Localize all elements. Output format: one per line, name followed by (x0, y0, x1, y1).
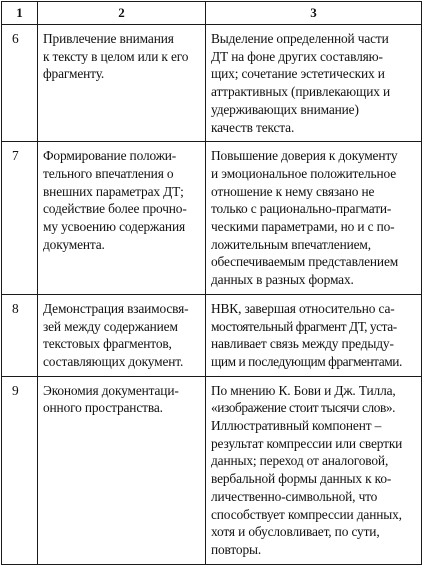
column-header-description: 3 (206, 2, 422, 25)
row-number: 9 (2, 376, 38, 564)
function-cell (38, 376, 206, 564)
column-header-function: 2 (38, 2, 206, 25)
text-line: щим и последующим фрагментами. (211, 353, 402, 369)
text-line: НВК, завершая относительно са- (211, 300, 395, 316)
table-row (2, 376, 422, 564)
row-number: 6 (2, 25, 38, 142)
table-header-row (2, 2, 422, 25)
text-line: Иллюстративный компонент – (211, 418, 382, 434)
text-line: Привлечение внимания (43, 31, 174, 46)
function-cell (38, 25, 206, 142)
function-cell (38, 142, 206, 295)
text-line: способствует компрессии данных, (211, 506, 402, 522)
text-line: му усвоению содержания (43, 219, 185, 235)
text-line: тельного впечатления о (43, 165, 174, 181)
text-line: щих; сочетание эстетических и (211, 66, 385, 82)
text-line: хотя и обусловливает, по сути, (211, 524, 380, 540)
text-line: Экономия документаци- (43, 382, 179, 398)
text-line: личественно-символьной, что (211, 488, 378, 504)
description-cell (206, 294, 422, 376)
text-line: зей между содержанием (43, 318, 178, 334)
text-line: ческими параметрами, но и с по- (211, 219, 395, 235)
row-number: 7 (2, 142, 38, 295)
document-table (1, 1, 422, 565)
text-line: Демонстрация взаимосвя- (43, 300, 189, 316)
text-line: аттрактивных (привлекающих и (211, 84, 390, 100)
text-line: ДТ на фоне других составляю- (211, 48, 383, 64)
function-cell (38, 294, 206, 376)
text-line: документа. (43, 236, 105, 252)
text-line: отношение к нему связано не (211, 183, 375, 199)
text-line: качеств текста. (211, 119, 295, 135)
text-line: данных в разных формах. (211, 272, 354, 288)
table-row (2, 294, 422, 376)
text-line: Формирование положи- (43, 148, 177, 164)
text-line: повторы. (211, 541, 262, 557)
text-line: По мнению К. Бови и Дж. Тилла, (211, 382, 396, 398)
text-line: навливает связь между предыду- (211, 336, 394, 352)
text-line: Выделение определенной части (211, 31, 389, 46)
description-cell (206, 25, 422, 142)
column-header-number: 1 (2, 2, 38, 25)
text-line: обеспечиваемым представлением (211, 254, 399, 270)
text-line: и эмоциональное положительное (211, 165, 397, 181)
table-row (2, 142, 422, 295)
text-line: вербальной формы данных к ко- (211, 471, 392, 487)
text-line: к тексту в целом или к его (43, 48, 189, 64)
table-row (2, 25, 422, 142)
description-cell (206, 142, 422, 295)
text-line: данных; переход от аналоговой, (211, 453, 389, 469)
text-line: удерживающих внимание) (211, 101, 359, 117)
text-line: фрагменту. (43, 66, 105, 82)
row-number: 8 (2, 294, 38, 376)
text-line: Повышение доверия к документу (211, 148, 398, 164)
text-line: только с рационально-прагмати- (211, 201, 392, 217)
text-line: онного пространства. (43, 400, 163, 416)
text-line: содействие более прочно- (43, 201, 187, 217)
text-line: текстовых фрагментов, (43, 336, 172, 352)
text-line: «изображение стоит тысячи слов». (211, 400, 396, 416)
text-line: составляющих документ. (43, 353, 184, 369)
text-line: внешних параметрах ДТ; (43, 183, 184, 199)
text-line: ложительным впечатлением, (211, 236, 371, 252)
description-cell (206, 376, 422, 564)
text-line: мостоятельный фрагмент ДТ, уста- (211, 318, 397, 334)
text-line: результат компрессии или свертки (211, 435, 403, 451)
